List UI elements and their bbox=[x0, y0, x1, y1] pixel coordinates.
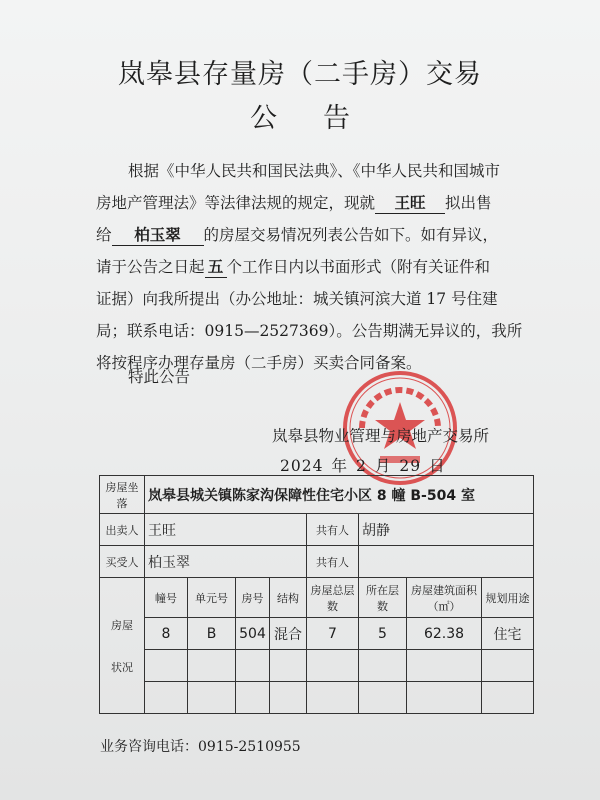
cell-empty bbox=[236, 650, 270, 682]
cell-empty bbox=[482, 682, 534, 714]
status-label bbox=[100, 578, 145, 714]
document-title: 岚皋县存量房（二手房）交易 bbox=[118, 59, 482, 90]
cell: B bbox=[188, 618, 236, 650]
date-month-unit: 月 bbox=[374, 457, 392, 475]
cell-empty bbox=[307, 682, 359, 714]
cell-empty bbox=[359, 682, 407, 714]
co-buyer-label: 共有人 bbox=[307, 546, 359, 578]
table-row bbox=[100, 514, 534, 546]
notice-text: 个工作日内以书面形式（附有关证件和 bbox=[226, 258, 491, 276]
date-year-unit: 年 bbox=[331, 457, 348, 475]
cell-empty bbox=[307, 650, 359, 682]
table-row bbox=[100, 546, 534, 578]
cell: 7 bbox=[307, 618, 359, 650]
co-owner-label: 共有人 bbox=[307, 514, 359, 546]
cell-empty bbox=[270, 650, 307, 682]
notice-line-4 bbox=[96, 251, 536, 283]
buyer-label: 买受人 bbox=[100, 546, 145, 578]
cell-empty bbox=[188, 650, 236, 682]
col-header: 房号 bbox=[236, 578, 270, 618]
seller-name-fill: 王旺 bbox=[375, 193, 445, 214]
transaction-table bbox=[99, 475, 534, 714]
cell-empty bbox=[407, 650, 482, 682]
cell: 8 bbox=[145, 618, 188, 650]
date-day: 29 bbox=[399, 457, 422, 475]
notice-line-7: 将按程序办理存量房（二手房）买卖合同备案。 bbox=[96, 354, 422, 372]
cell-empty bbox=[482, 650, 534, 682]
cell: 62.38 bbox=[407, 618, 482, 650]
table-row bbox=[100, 682, 534, 714]
col-header: 所在层数 bbox=[359, 578, 407, 618]
notice-text: 请于公告之日起 bbox=[96, 258, 205, 276]
days-fill: 五 bbox=[205, 257, 227, 278]
buyer-value: 柏玉翠 bbox=[145, 546, 307, 578]
notice-text: 给 bbox=[96, 226, 112, 244]
table-row bbox=[100, 618, 534, 650]
issue-date bbox=[280, 454, 454, 476]
col-header: 结构 bbox=[270, 578, 307, 618]
cell: 5 bbox=[359, 618, 407, 650]
notice-line-6: 局；联系电话：0915—2527369）。公告期满无异议的，我所 bbox=[96, 322, 523, 340]
notice-line-1: 根据《中华人民共和国民法典》、《中华人民共和国城市 bbox=[128, 162, 501, 180]
cell-empty bbox=[359, 650, 407, 682]
cell: 住宅 bbox=[482, 618, 534, 650]
cell: 混合 bbox=[270, 618, 307, 650]
buyer-name-fill: 柏玉翠 bbox=[112, 225, 204, 246]
seller-label: 出卖人 bbox=[100, 514, 145, 546]
cell-empty bbox=[188, 682, 236, 714]
col-header: 房屋总层数 bbox=[307, 578, 359, 618]
col-header: 单元号 bbox=[188, 578, 236, 618]
notice-line-5: 证据）向我所提出（办公地址：城关镇河滨大道 17 号住建 bbox=[96, 290, 498, 308]
notice-body bbox=[96, 155, 536, 379]
status-label-line: 状况 bbox=[111, 660, 133, 674]
notice-text: 房地产管理法》等法律法规的规定，现就 bbox=[96, 194, 376, 212]
cell-empty bbox=[236, 682, 270, 714]
location-label: 房屋坐落 bbox=[100, 476, 145, 514]
date-day-unit: 日 bbox=[429, 457, 446, 475]
consult-phone: 业务咨询电话：0915-2510955 bbox=[100, 739, 301, 755]
notice-text: 的房屋交易情况列表公告如下。如有异议， bbox=[203, 226, 499, 244]
cell-empty bbox=[145, 682, 188, 714]
cell-empty bbox=[145, 650, 188, 682]
table-row bbox=[100, 650, 534, 682]
col-header: 房屋建筑面积（㎡） bbox=[407, 578, 482, 618]
seller-value: 王旺 bbox=[145, 514, 307, 546]
co-owner-value: 胡静 bbox=[359, 514, 534, 546]
notice-line-3 bbox=[96, 219, 536, 251]
cell-empty bbox=[407, 682, 482, 714]
status-label-line: 房屋 bbox=[111, 618, 133, 632]
document-subtitle: 公告 bbox=[250, 103, 396, 134]
cell-empty bbox=[270, 682, 307, 714]
location-value: 岚皋县城关镇陈家沟保障性住宅小区 8 幢 B-504 室 bbox=[145, 476, 534, 514]
col-header: 幢号 bbox=[145, 578, 188, 618]
col-header: 规划用途 bbox=[482, 578, 534, 618]
closing-text: 特此公告 bbox=[128, 368, 191, 386]
notice-line-2 bbox=[96, 187, 536, 219]
table-row bbox=[100, 476, 534, 514]
issuer-name: 岚皋县物业管理与房地产交易所 bbox=[272, 427, 490, 445]
cell: 504 bbox=[236, 618, 270, 650]
co-buyer-value bbox=[359, 546, 534, 578]
table-row bbox=[100, 578, 534, 618]
notice-text: 拟出售 bbox=[445, 194, 492, 212]
date-year: 2024 bbox=[280, 457, 324, 475]
date-month: 2 bbox=[355, 457, 367, 475]
